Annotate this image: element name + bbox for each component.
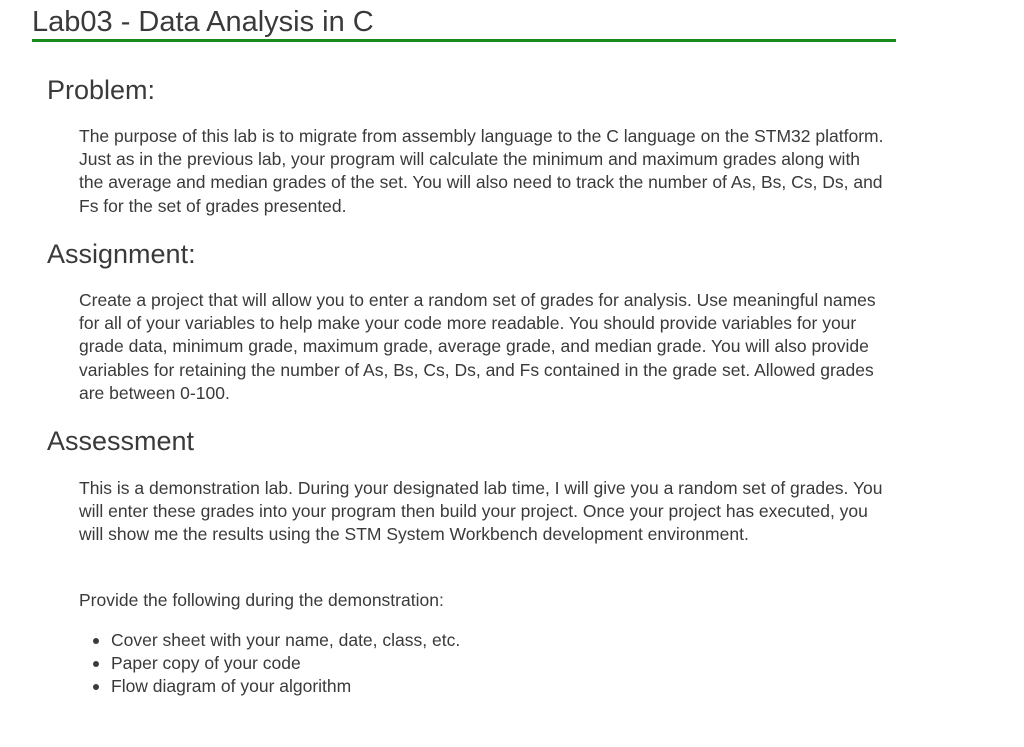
list-item-text: Flow diagram of your algorithm [111, 676, 352, 697]
bullet-dot-icon [93, 684, 99, 690]
requirements-list [79, 629, 460, 699]
list-item [79, 675, 460, 698]
problem-paragraph: The purpose of this lab is to migrate from assembly language to the C language on the STM32 platform. Just as in the previous lab, your program will calculate the minimum and maximum grades along with the average and median grades of the set. You will also need to track the number of As, Bs, Cs, Ds, and Fs for the set of grades presented. [79, 126, 884, 216]
assignment-paragraph: Create a project that will allow you to enter a random set of grades for analysis. Use meaningful names for all of your variables to help make your code more readable. You should provide variables for your grade data, minimum grade, maximum grade, average grade, and median grade. You will also provide variables for retaining the number of As, Bs, Cs, Ds, and Fs contained in the grade set. Allowed grades are between 0-100. [79, 290, 876, 403]
page-title: Lab03 - Data Analysis in C [32, 5, 896, 42]
assignment-heading: Assignment: [47, 239, 196, 269]
problem-heading: Problem: [47, 75, 156, 105]
assessment-heading: Assessment [47, 426, 195, 456]
list-item [79, 652, 460, 675]
assessment-paragraph: This is a demonstration lab. During your designated lab time, I will give you a random set of grades. You will enter these grades into your program then build your project. Once your project has executed, you will show me the results using the STM System Workbench development environment. [79, 478, 883, 545]
provide-paragraph: Provide the following during the demonstration: [79, 590, 444, 610]
list-item-text: Cover sheet with your name, date, class, etc. [111, 630, 461, 650]
bullet-dot-icon [93, 661, 99, 667]
bullet-dot-icon [93, 638, 99, 644]
list-item [79, 629, 460, 652]
list-item-text: Paper copy of your code [111, 653, 301, 674]
